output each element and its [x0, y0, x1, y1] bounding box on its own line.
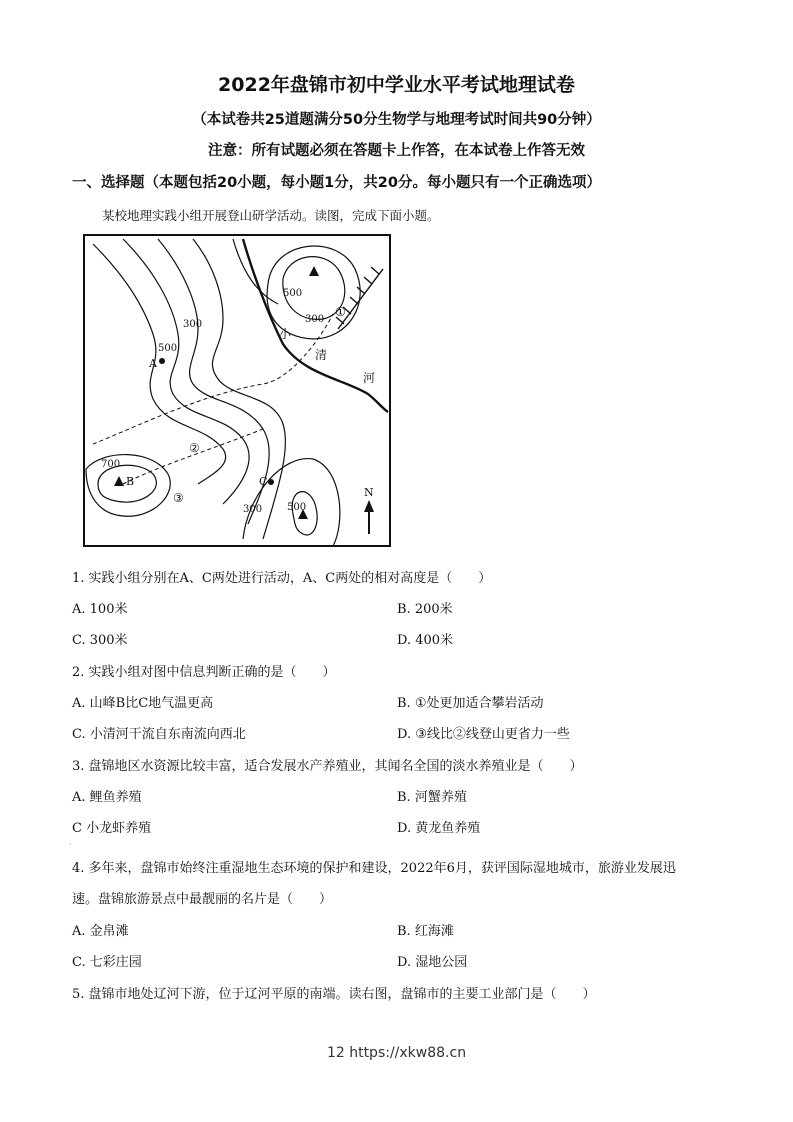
exam-notice: 注意：所有试题必须在答题卡上作答，在本试卷上作答无效: [208, 143, 585, 159]
q3-option-b: B. 河蟹养殖: [397, 790, 467, 805]
q2-option-d: D. ③线比②线登山更省力一些: [397, 727, 570, 742]
contour-label: 500: [283, 288, 303, 299]
q2-option-b: B. ①处更加适合攀岩活动: [397, 696, 544, 711]
point-c-dot: [268, 479, 274, 485]
q3-option-d: D. 黄龙鱼养殖: [397, 821, 481, 836]
question-1-stem: 1. 实践小组分别在A、C两处进行活动，A、C两处的相对高度是（ ）: [72, 571, 492, 586]
section-heading: 一、选择题（本题包括20小题，每小题1分，共20分。每小题只有一个正确选项）: [72, 175, 601, 191]
q4-option-b: B. 红海滩: [397, 924, 454, 939]
point-c-label: C: [259, 475, 268, 488]
q2-option-c: C. 小清河干流自东南流向西北: [72, 727, 246, 742]
q3-option-a: A. 鲤鱼养殖: [72, 790, 142, 805]
page-footer: 12 https://xkw88.cn: [326, 1045, 467, 1061]
q1-option-b: B. 200米: [397, 602, 453, 617]
point-a-label: A: [149, 357, 157, 370]
q3-option-c: C 小龙虾养殖: [72, 821, 152, 836]
river-name-char: 清: [315, 348, 328, 362]
river-name-char: 小: [279, 327, 292, 341]
marker-3-label: ③: [173, 491, 184, 505]
contour-label: 500: [158, 343, 178, 354]
exam-subtitle: （本试卷共25道题满分50分生物学与地理考试时间共90分钟）: [192, 112, 601, 128]
question-3-stem: 3. 盘锦地区水资源比较丰富，适合发展水产养殖业，其闻名全国的淡水养殖业是（ ）: [72, 759, 583, 774]
contour-label: 700: [101, 459, 121, 470]
marker-1-label: ①: [335, 305, 346, 319]
contour-label: 300: [305, 314, 325, 325]
q4-option-a: A. 金帛滩: [72, 924, 129, 939]
q2-option-a: A. 山峰B比C地气温更高: [72, 696, 214, 711]
q1-option-a: A. 100米: [72, 602, 128, 617]
point-b-label: B: [126, 475, 135, 488]
contour-label: 500: [287, 502, 307, 513]
q1-option-c: C. 300米: [72, 633, 128, 648]
river-name-char: 河: [363, 371, 376, 385]
contour-label: 300: [243, 504, 263, 515]
question-5-stem: 5. 盘锦市地处辽河下游，位于辽河平原的南端。读右图，盘锦市的主要工业部门是（ ）: [72, 987, 596, 1002]
q1-option-d: D. 400米: [397, 633, 454, 648]
marker-2-label: ②: [189, 441, 200, 455]
north-label: N: [364, 486, 374, 499]
section-intro: 某校地理实践小组开展登山研学活动。读图，完成下面小题。: [102, 208, 440, 223]
question-4-stem-line1: 4. 多年来，盘锦市始终注重湿地生态环境的保护和建设，2022年6月，获评国际湿地城市，旅游业发展迅: [72, 861, 676, 876]
q4-option-c: C. 七彩庄园: [72, 955, 142, 970]
q4-option-d: D. 湿地公园: [397, 955, 468, 970]
stray-mark: ·: [69, 840, 72, 849]
point-a-dot: [159, 358, 165, 364]
page-title: 2022年盘锦市初中学业水平考试地理试卷: [218, 74, 575, 96]
question-4-stem-line2: 速。盘锦旅游景点中最靓丽的名片是（ ）: [72, 892, 333, 907]
contour-map: [83, 234, 391, 547]
contour-label: 300: [183, 319, 203, 330]
question-2-stem: 2. 实践小组对图中信息判断正确的是（ ）: [72, 665, 336, 680]
